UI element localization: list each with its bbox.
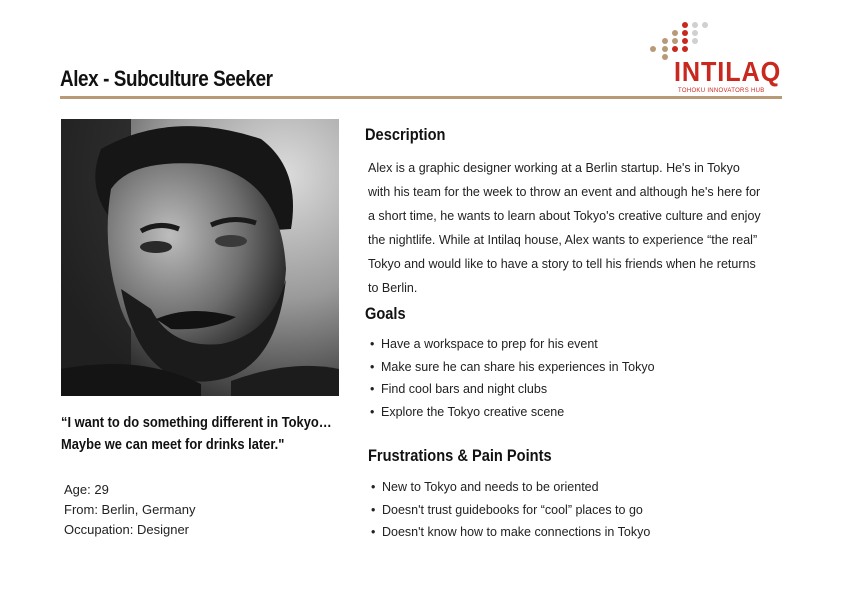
persona-photo (61, 119, 339, 396)
bullet-icon: • (370, 359, 375, 374)
bullet-icon: • (370, 337, 375, 351)
quote-line: Maybe we can meet for drinks later." (61, 436, 285, 453)
description-line: to Berlin. (368, 281, 418, 295)
logo-dot (682, 30, 688, 36)
logo-dot (650, 46, 656, 52)
goals-list (370, 333, 655, 423)
logo-dot (692, 38, 698, 44)
goals-heading: Goals (365, 304, 406, 323)
bullet-icon: • (370, 382, 375, 396)
portrait-photo-icon (61, 119, 339, 396)
page-title: Alex - Subculture Seeker (60, 66, 273, 91)
logo-dot (662, 54, 668, 60)
list-item: • Doesn't trust guidebooks for “cool” places to go (371, 499, 650, 522)
logo-dot (682, 22, 688, 28)
persona-location: From: Berlin, Germany (64, 502, 196, 517)
list-item: • Explore the Tokyo creative scene (370, 401, 655, 424)
description-body (368, 156, 788, 300)
persona-age: Age: 29 (64, 482, 109, 497)
bullet-icon: • (371, 480, 376, 494)
persona-occupation: Occupation: Designer (64, 522, 190, 537)
logo-dot (672, 30, 678, 36)
list-item: • Make sure he can share his experiences in Tokyo (370, 356, 655, 379)
logo-dot (702, 22, 708, 28)
description-line: Alex is a graphic designer working at a Berlin startup. He's in Tokyo (368, 161, 740, 175)
list-item: • Doesn't know how to make connections in Tokyo (371, 521, 650, 544)
bullet-icon: • (371, 502, 376, 517)
logo-dot (672, 46, 678, 52)
logo-dot (662, 38, 668, 44)
frustrations-list (371, 476, 650, 544)
intilaq-logo (642, 18, 784, 98)
description-line: a short time, he wants to learn about Tokyo's creative culture and enjoy (368, 209, 761, 223)
persona-details (64, 480, 195, 540)
list-item: • Find cool bars and night clubs (370, 378, 655, 401)
logo-dot (692, 22, 698, 28)
logo-wordmark: INTILAQ (674, 56, 782, 87)
description-line: the nightlife. While at Intilaq house, Alex wants to experience “the real” (368, 233, 758, 247)
persona-quote (61, 412, 332, 456)
bullet-icon: • (371, 525, 376, 539)
bullet-icon: • (370, 404, 375, 419)
description-line: with his team for the week to throw an event and although he's here for (368, 185, 761, 199)
logo-tagline: TOHOKU INNOVATORS HUB (678, 88, 765, 94)
list-item: • Have a workspace to prep for his event (370, 333, 655, 356)
description-line: Tokyo and would like to have a story to tell his friends when he returns (368, 257, 756, 271)
description-heading: Description (365, 125, 446, 144)
logo-dot (662, 46, 668, 52)
logo-dot (682, 46, 688, 52)
list-item: • New to Tokyo and needs to be oriented (371, 476, 650, 499)
logo-dot (682, 38, 688, 44)
frustrations-heading: Frustrations & Pain Points (368, 446, 552, 465)
quote-line: “I want to do something different in Tokyo… (61, 414, 332, 431)
logo-dot (672, 38, 678, 44)
logo-dot (692, 30, 698, 36)
